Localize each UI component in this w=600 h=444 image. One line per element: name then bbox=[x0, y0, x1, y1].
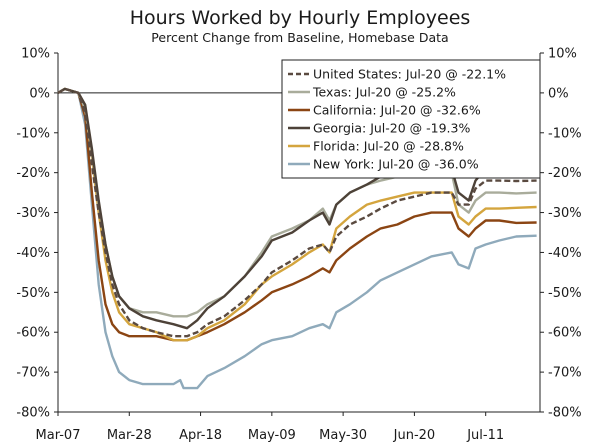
legend-label: New York: Jul-20 @ -36.0% bbox=[313, 156, 479, 172]
x-tick-label: May-09 bbox=[247, 428, 296, 443]
legend bbox=[282, 60, 540, 178]
x-tick-label: Jun-20 bbox=[393, 428, 436, 443]
y-tick-label-left: -50% bbox=[16, 285, 50, 301]
y-tick-label-left: -30% bbox=[16, 206, 50, 222]
legend-label: Texas: Jul-20 @ -25.2% bbox=[313, 84, 456, 100]
y-tick-label-right: 10% bbox=[548, 46, 577, 62]
y-tick-label-right: -60% bbox=[548, 325, 582, 341]
y-tick-label-left: -70% bbox=[16, 365, 50, 381]
y-tick-label-right: -10% bbox=[548, 126, 582, 142]
x-tick-label: Mar-07 bbox=[35, 428, 81, 443]
y-tick-label-right: -80% bbox=[548, 405, 582, 421]
legend-label: California: Jul-20 @ -32.6% bbox=[313, 102, 481, 118]
y-tick-label-left: -20% bbox=[16, 166, 50, 182]
y-tick-label-left: 10% bbox=[21, 46, 50, 62]
y-axis-right bbox=[540, 47, 582, 421]
y-tick-label-right: -20% bbox=[548, 166, 582, 182]
y-tick-label-right: 0% bbox=[548, 86, 569, 102]
y-tick-label-right: -40% bbox=[548, 245, 582, 261]
x-axis bbox=[36, 412, 505, 443]
legend-label: Florida: Jul-20 @ -28.8% bbox=[313, 138, 464, 154]
y-tick-label-left: -40% bbox=[16, 245, 50, 261]
y-tick-label-left: 0% bbox=[29, 86, 50, 102]
legend-label: United States: Jul-20 @ -22.1% bbox=[313, 66, 506, 82]
y-tick-label-left: -80% bbox=[16, 405, 50, 421]
legend-label: Georgia: Jul-20 @ -19.3% bbox=[313, 120, 471, 136]
y-tick-label-left: -10% bbox=[16, 126, 50, 142]
y-tick-label-right: -70% bbox=[548, 365, 582, 381]
x-tick-label: May-30 bbox=[319, 428, 368, 443]
y-tick-label-right: -30% bbox=[548, 206, 582, 222]
y-tick-label-right: -50% bbox=[548, 285, 582, 301]
chart-title: Hours Worked by Hourly Employees bbox=[129, 7, 471, 29]
x-tick-label: Apr-18 bbox=[179, 428, 223, 443]
y-tick-label-left: -60% bbox=[16, 325, 50, 341]
x-tick-label: Jul-11 bbox=[467, 428, 505, 443]
y-axis-left bbox=[16, 47, 58, 421]
x-tick-label: Mar-28 bbox=[106, 428, 152, 443]
chart-subtitle: Percent Change from Baseline, Homebase Data bbox=[151, 30, 449, 45]
